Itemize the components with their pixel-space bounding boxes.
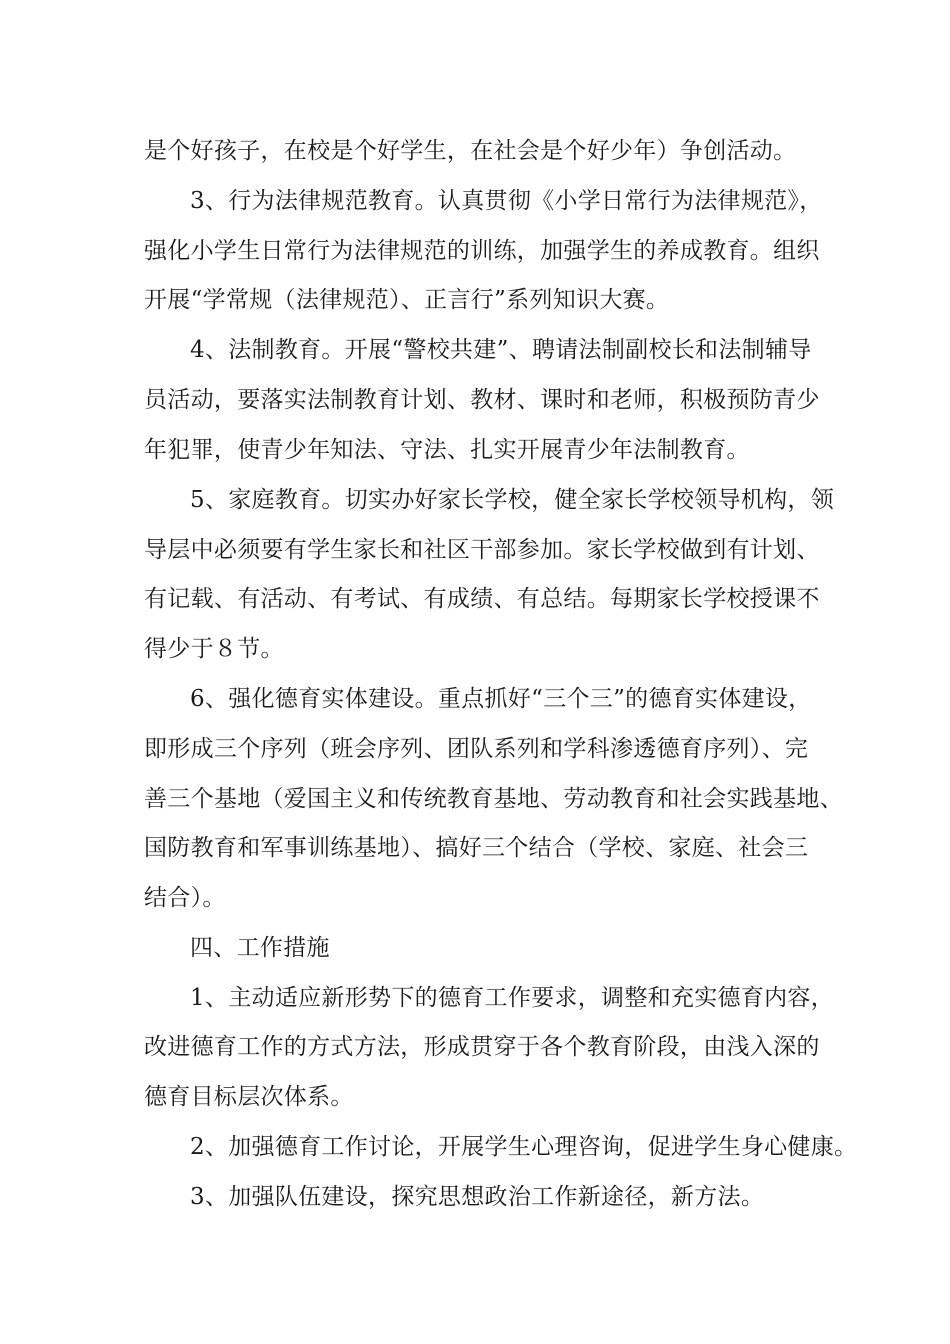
- text-line: 4、法制教育。开展“警校共建”、聘请法制副校长和法制辅导: [190, 337, 812, 363]
- text-line: 开展“学常规（法律规范）、正言行”系列知识大赛。: [144, 287, 670, 313]
- text-line: 结合）。: [144, 885, 226, 911]
- text-line: 年犯罪，使青少年知法、守法、扎实开展青少年法制教育。: [144, 437, 750, 463]
- text-line: 强化小学生日常行为法律规范的训练，加强学生的养成教育。组织: [144, 238, 820, 264]
- text-line: 即形成三个序列（班会序列、团队系列和学科渗透德育序列）、完: [144, 736, 809, 762]
- text-line: 是个好孩子，在校是个好学生，在社会是个好少年）争创活动。: [144, 138, 797, 164]
- text-line: 改进德育工作的方式方法，形成贯穿于各个教育阶段，由浅入深的: [144, 1034, 820, 1060]
- text-line: 有记载、有活动、有考试、有成绩、有总结。每期家长学校授课不: [144, 586, 820, 612]
- section-heading: 四、工作措施: [190, 935, 330, 961]
- text-line: 1、主动适应新形势下的德育工作要求，调整和充实德育内容，: [190, 985, 835, 1011]
- text-line: 5、家庭教育。切实办好家长学校，健全家长学校领导机构，领: [190, 487, 835, 513]
- text-line: 3、行为法律规范教育。认真贯彻《小学日常行为法律规范》，: [190, 188, 823, 214]
- text-line: 国防教育和军事训练基地）、搞好三个结合（学校、家庭、社会三: [144, 835, 809, 861]
- text-line: 2、加强德育工作讨论，开展学生心理咨询，促进学生身心健康。: [190, 1134, 858, 1160]
- text-line: 6、强化德育实体建设。重点抓好“三个三”的德育实体建设，: [190, 686, 812, 712]
- text-line: 德育目标层次体系。: [144, 1084, 354, 1110]
- text-line: 善三个基地（爱国主义和传统教育基地、劳动教育和社会实践基地、: [144, 786, 843, 812]
- text-line: 得少于８节。: [144, 636, 284, 662]
- text-line: 导层中必须要有学生家长和社区干部参加。家长学校做到有计划、: [144, 537, 820, 563]
- text-line: 员活动，要落实法制教育计划、教材、课时和老师，积极预防青少: [144, 387, 820, 413]
- text-line: 3、加强队伍建设，探究思想政治工作新途径，新方法。: [190, 1184, 765, 1210]
